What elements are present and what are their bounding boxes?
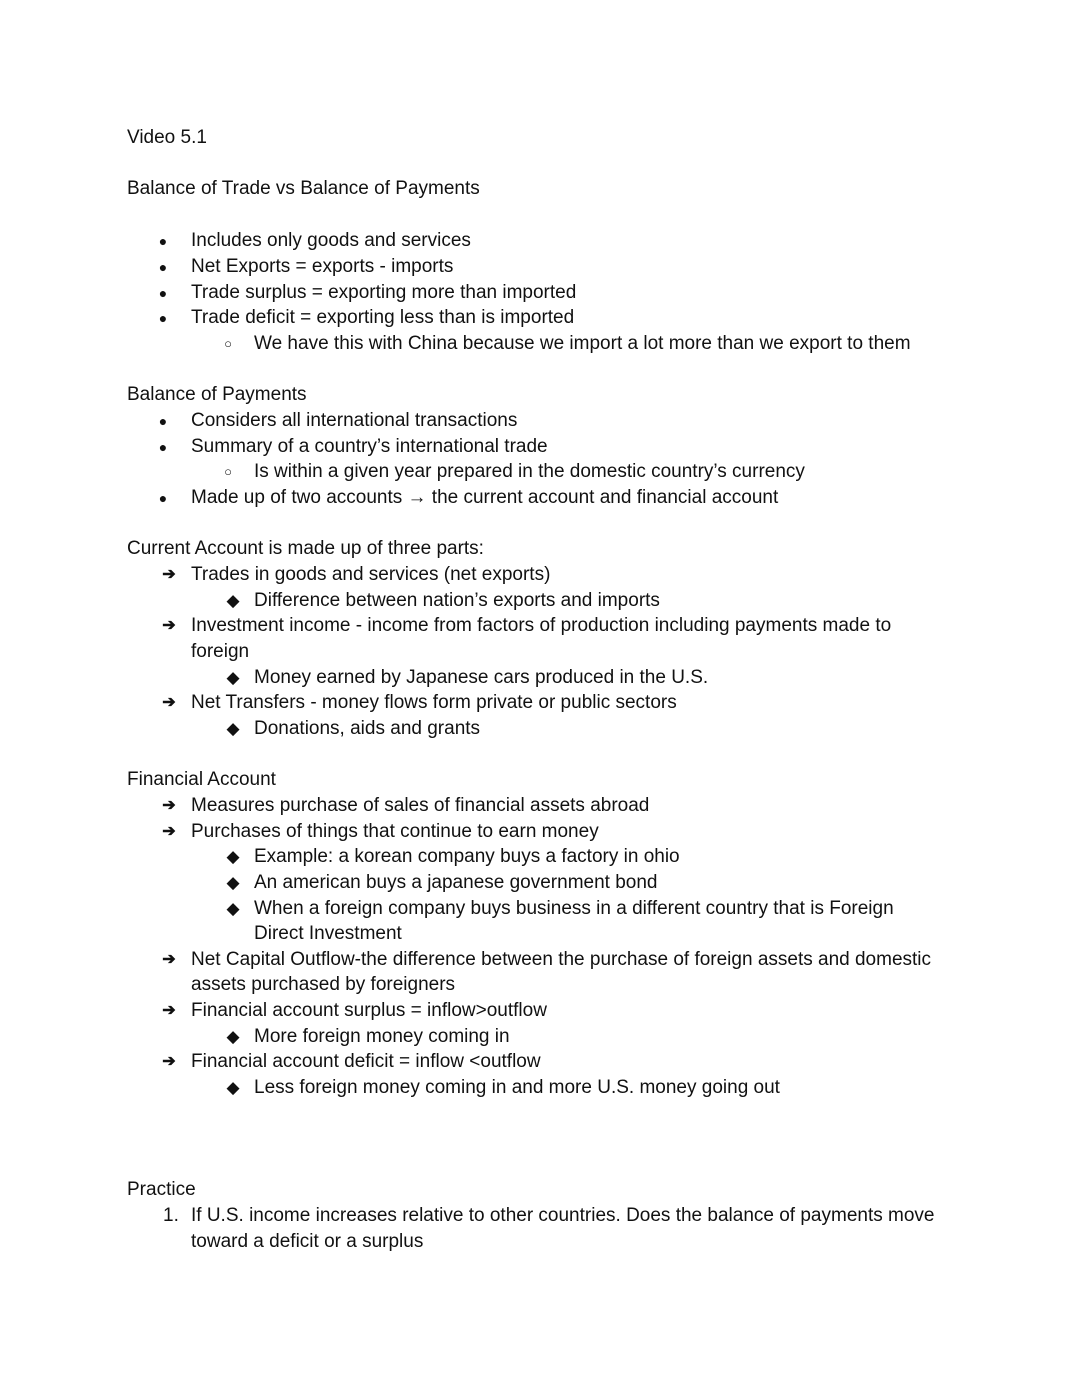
bullet-arrow-icon: ➔ <box>162 951 176 968</box>
section-heading-line <box>0 382 1080 408</box>
list-item-text: Summary of a country’s international trade <box>191 436 548 457</box>
list-item-text: Purchases of things that continue to earn money <box>191 821 599 842</box>
list-subitem-text: When a foreign company buys business in a different country that is Foreign <box>254 898 894 919</box>
list-item <box>0 998 1080 1024</box>
bullet-diamond-icon: ◆ <box>226 873 240 892</box>
bullet-dot-icon: ● <box>158 439 168 455</box>
section-heading-financial-account: Financial Account <box>127 769 276 790</box>
list-item-continuation <box>0 639 1080 665</box>
bullet-dot-icon: ● <box>158 310 168 326</box>
numbered-item-continuation <box>0 1229 1080 1255</box>
list-item-text: Trades in goods and services (net exports) <box>191 564 551 585</box>
list-item <box>0 819 1080 845</box>
section-heading-line <box>0 536 1080 562</box>
list-subitem-text: Money earned by Japanese cars produced in the U.S. <box>254 667 709 688</box>
document-title: Video 5.1 <box>127 127 207 148</box>
bullet-diamond-icon: ◆ <box>226 591 240 610</box>
numbered-item-text: toward a deficit or a surplus <box>191 1231 424 1252</box>
list-item <box>0 305 1080 331</box>
list-subitem-continuation <box>0 921 1080 947</box>
list-subitem <box>0 331 1080 357</box>
section-heading-line <box>0 176 1080 202</box>
list-item-text: Measures purchase of sales of financial assets abroad <box>191 795 650 816</box>
list-item-text: Financial account surplus = inflow>outflow <box>191 1000 547 1021</box>
list-item <box>0 1049 1080 1075</box>
numbered-item-number: 1. <box>163 1205 179 1226</box>
list-subitem <box>0 896 1080 922</box>
bullet-arrow-icon: ➔ <box>162 617 176 634</box>
list-subitem-text: Direct Investment <box>254 923 402 944</box>
bullet-diamond-icon: ◆ <box>226 1027 240 1046</box>
list-subitem-text: Example: a korean company buys a factory in ohio <box>254 846 680 867</box>
bullet-circle-icon: ○ <box>224 336 232 351</box>
list-subitem-text: Less foreign money coming in and more U.S. money going out <box>254 1077 780 1098</box>
list-item-text: Trade deficit = exporting less than is imported <box>191 307 575 328</box>
bullet-arrow-icon: ➔ <box>162 823 176 840</box>
list-item <box>0 690 1080 716</box>
list-subitem <box>0 1024 1080 1050</box>
section-heading-line <box>0 1177 1080 1203</box>
bullet-dot-icon: ● <box>158 285 168 301</box>
list-item-text: Net Exports = exports - imports <box>191 256 454 277</box>
list-item <box>0 562 1080 588</box>
list-item-text: Made up of two accounts → the current account and financial account <box>191 487 779 508</box>
section-heading-line <box>0 767 1080 793</box>
list-subitem-text: An american buys a japanese government bond <box>254 872 658 893</box>
list-item-text: Net Transfers - money flows form private or public sectors <box>191 692 677 713</box>
section-heading-balance-of-payments: Balance of Payments <box>127 384 307 405</box>
list-item <box>0 485 1080 511</box>
bullet-arrow-icon: ➔ <box>162 694 176 711</box>
list-subitem-text: Difference between nation’s exports and imports <box>254 590 660 611</box>
bullet-diamond-icon: ◆ <box>226 899 240 918</box>
bullet-arrow-icon: ➔ <box>162 797 176 814</box>
document-title-line <box>0 125 1080 151</box>
list-item <box>0 947 1080 973</box>
list-subitem-text: Is within a given year prepared in the domestic country’s currency <box>254 461 805 482</box>
list-item <box>0 228 1080 254</box>
list-item <box>0 408 1080 434</box>
list-item <box>0 254 1080 280</box>
list-subitem <box>0 870 1080 896</box>
list-subitem <box>0 716 1080 742</box>
list-item <box>0 793 1080 819</box>
bullet-arrow-icon: ➔ <box>162 1002 176 1019</box>
section-heading-balance-of-trade: Balance of Trade vs Balance of Payments <box>127 178 480 199</box>
bullet-dot-icon: ● <box>158 259 168 275</box>
list-item-text: Considers all international transactions <box>191 410 518 431</box>
list-item <box>0 280 1080 306</box>
section-heading-current-account: Current Account is made up of three parts: <box>127 538 484 559</box>
list-subitem-text: We have this with China because we import a lot more than we export to them <box>254 333 911 354</box>
list-subitem-text: More foreign money coming in <box>254 1026 510 1047</box>
list-subitem <box>0 1075 1080 1101</box>
list-item-text: foreign <box>191 641 250 662</box>
list-item <box>0 613 1080 639</box>
bullet-circle-icon: ○ <box>224 464 232 479</box>
list-subitem <box>0 665 1080 691</box>
list-subitem <box>0 844 1080 870</box>
list-item <box>0 434 1080 460</box>
bullet-diamond-icon: ◆ <box>226 668 240 687</box>
bullet-dot-icon: ● <box>158 233 168 249</box>
bullet-diamond-icon: ◆ <box>226 1078 240 1097</box>
list-item-text: Includes only goods and services <box>191 230 471 251</box>
section-heading-practice: Practice <box>127 1179 196 1200</box>
list-item-text: Financial account deficit = inflow <outflow <box>191 1051 541 1072</box>
bullet-dot-icon: ● <box>158 490 168 506</box>
list-item-text: Trade surplus = exporting more than imported <box>191 282 577 303</box>
list-item-text: Investment income - income from factors of production including payments made to <box>191 615 892 636</box>
numbered-item <box>0 1203 1080 1229</box>
bullet-arrow-icon: ➔ <box>162 1053 176 1070</box>
list-item-continuation <box>0 972 1080 998</box>
list-item-text: Net Capital Outflow-the difference between the purchase of foreign assets and domestic <box>191 949 932 970</box>
bullet-dot-icon: ● <box>158 413 168 429</box>
list-item-text: assets purchased by foreigners <box>191 974 456 995</box>
list-subitem-text: Donations, aids and grants <box>254 718 481 739</box>
numbered-item-text: If U.S. income increases relative to other countries. Does the balance of payments move <box>191 1205 935 1226</box>
bullet-diamond-icon: ◆ <box>226 847 240 866</box>
list-subitem <box>0 588 1080 614</box>
bullet-arrow-icon: ➔ <box>162 566 176 583</box>
list-subitem <box>0 459 1080 485</box>
bullet-diamond-icon: ◆ <box>226 719 240 738</box>
